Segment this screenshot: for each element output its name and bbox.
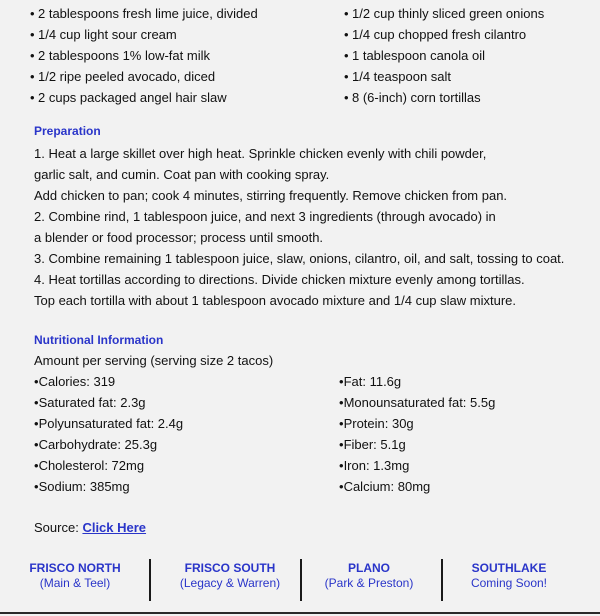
bullet-icon: • <box>339 458 344 473</box>
bullet-icon: • <box>339 479 344 494</box>
list-item: •Calcium: 80mg <box>339 479 431 494</box>
location-detail: (Legacy & Warren) <box>179 576 281 590</box>
location-frisco-north[interactable] <box>0 561 150 591</box>
bullet-icon: • <box>339 374 344 389</box>
nutrition-left-column <box>34 371 183 497</box>
bullet-icon: • <box>34 458 39 473</box>
location-name: SOUTHLAKE <box>471 561 547 575</box>
location-southlake[interactable] <box>434 561 584 591</box>
bullet-icon: • <box>30 69 35 84</box>
preparation-steps <box>34 143 594 311</box>
preparation-line: 3. Combine remaining 1 tablespoon juice, slaw, onions, cilantro, oil, and salt, tossing to coat. <box>34 251 565 266</box>
location-plano[interactable] <box>294 561 444 591</box>
nutrition-heading: Nutritional Information <box>34 333 164 347</box>
source-line <box>34 517 146 538</box>
preparation-line: 2. Combine rind, 1 tablespoon juice, and next 3 ingredients (through avocado) in <box>34 209 496 224</box>
bullet-icon: • <box>344 27 349 42</box>
bullet-icon: • <box>30 90 35 105</box>
list-item: •Polyunsaturated fat: 2.4g <box>34 416 184 431</box>
bullet-icon: • <box>34 374 39 389</box>
ingredients-right-column <box>344 3 544 108</box>
list-item: •Fat: 11.6g <box>339 374 402 389</box>
source-label: Source: <box>34 520 79 535</box>
ingredients-left-column <box>30 3 258 108</box>
list-item: • 1/4 teaspoon salt <box>344 66 544 87</box>
bullet-icon: • <box>344 48 349 63</box>
location-detail: Coming Soon! <box>470 576 548 590</box>
bullet-icon: • <box>34 479 39 494</box>
source-link[interactable]: Click Here <box>82 520 147 535</box>
bullet-icon: • <box>34 395 39 410</box>
preparation-line: a blender or food processor; process until smooth. <box>34 230 324 245</box>
divider <box>149 559 151 601</box>
bullet-icon: • <box>30 27 35 42</box>
bullet-icon: • <box>30 6 35 21</box>
location-detail: (Park & Preston) <box>324 576 414 590</box>
bullet-icon: • <box>344 90 349 105</box>
list-item: • 1/2 cup thinly sliced green onions <box>344 3 544 24</box>
list-item: • 1/4 cup light sour cream <box>30 24 258 45</box>
bullet-icon: • <box>339 416 344 431</box>
preparation-line: Add chicken to pan; cook 4 minutes, stirring frequently. Remove chicken from pan. <box>34 188 508 203</box>
list-item: • 1 tablespoon canola oil <box>344 45 544 66</box>
location-name: PLANO <box>348 561 390 575</box>
preparation-line: garlic salt, and cumin. Coat pan with cooking spray. <box>34 167 330 182</box>
list-item: •Carbohydrate: 25.3g <box>34 437 158 452</box>
preparation-line: Top each tortilla with about 1 tablespoon avocado mixture and 1/4 cup slaw mixture. <box>34 293 516 308</box>
list-item: •Cholesterol: 72mg <box>34 458 145 473</box>
list-item: •Fiber: 5.1g <box>339 437 406 452</box>
list-item: •Calories: 319 <box>34 374 116 389</box>
location-name: FRISCO NORTH <box>29 561 121 575</box>
list-item: •Saturated fat: 2.3g <box>34 395 146 410</box>
list-item: • 1/2 ripe peeled avocado, diced <box>30 66 258 87</box>
bullet-icon: • <box>339 395 344 410</box>
serving-size: Amount per serving (serving size 2 tacos) <box>34 353 274 368</box>
nutrition-right-column <box>339 371 495 497</box>
list-item: •Protein: 30g <box>339 416 414 431</box>
bullet-icon: • <box>344 6 349 21</box>
bullet-icon: • <box>344 69 349 84</box>
locations-footer <box>0 561 600 601</box>
list-item: •Iron: 1.3mg <box>339 458 410 473</box>
list-item: •Monounsaturated fat: 5.5g <box>339 395 496 410</box>
preparation-line: 1. Heat a large skillet over high heat. Sprinkle chicken evenly with chili powder, <box>34 146 487 161</box>
list-item: • 2 tablespoons 1% low-fat milk <box>30 45 258 66</box>
location-detail: (Main & Teel) <box>39 576 111 590</box>
nutrition-info <box>34 350 594 497</box>
bullet-icon: • <box>339 437 344 452</box>
location-frisco-south[interactable] <box>155 561 305 591</box>
bullet-icon: • <box>34 416 39 431</box>
list-item: • 2 cups packaged angel hair slaw <box>30 87 258 108</box>
bottom-rule <box>0 612 600 614</box>
bullet-icon: • <box>34 437 39 452</box>
preparation-line: 4. Heat tortillas according to directions. Divide chicken mixture evenly among tortillas. <box>34 272 525 287</box>
list-item: • 1/4 cup chopped fresh cilantro <box>344 24 544 45</box>
bullet-icon: • <box>30 48 35 63</box>
list-item: • 2 tablespoons fresh lime juice, divided <box>30 3 258 24</box>
location-name: FRISCO SOUTH <box>184 561 276 575</box>
list-item: •Sodium: 385mg <box>34 479 130 494</box>
list-item: • 8 (6-inch) corn tortillas <box>344 87 544 108</box>
preparation-heading: Preparation <box>34 124 101 138</box>
